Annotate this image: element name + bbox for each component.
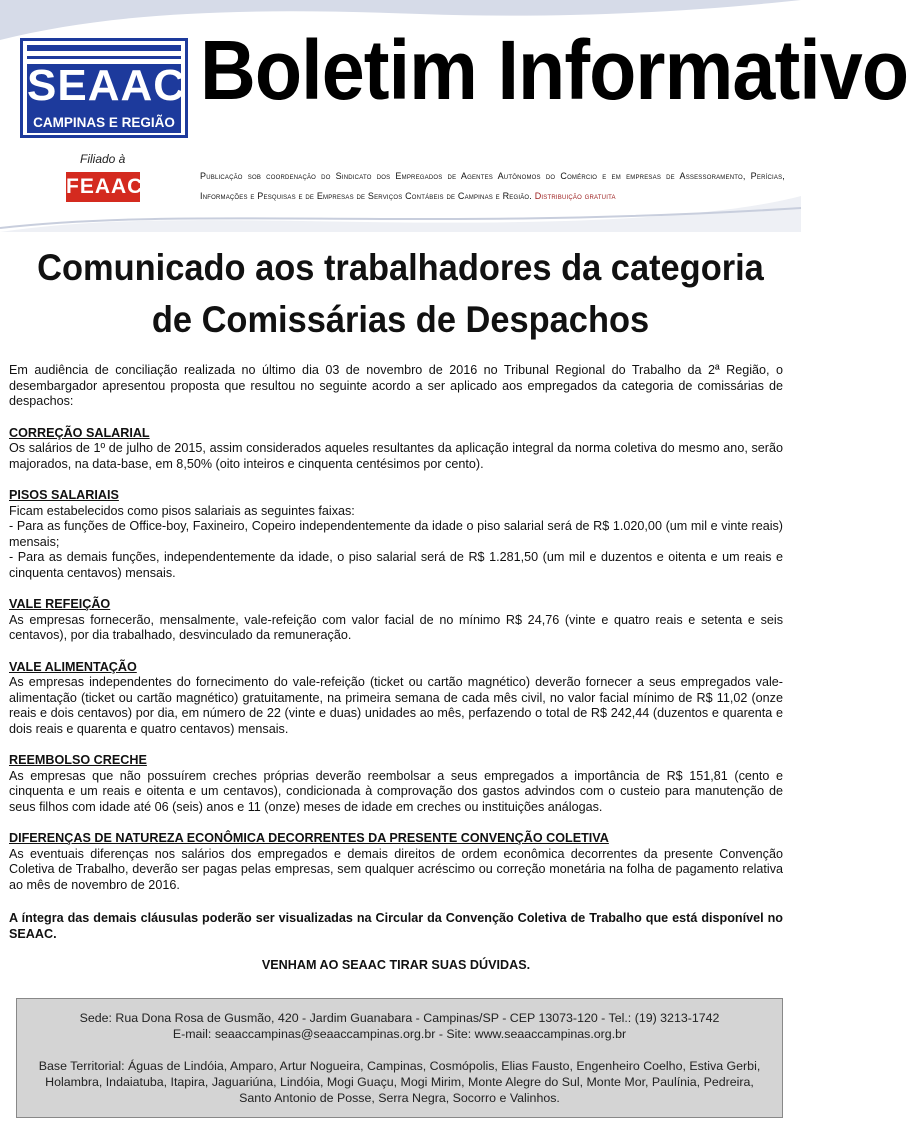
seaac-logo-text: SEAAC [27,61,187,110]
section-title: REEMBOLSO CRECHE [9,753,147,767]
section-title: CORREÇÃO SALARIAL [9,425,150,440]
section-reembolso-creche [9,753,783,815]
bulletin-title: Boletim Informativo [200,23,908,117]
seaac-logo-subtext: CAMPINAS E REGIÃO [33,115,175,130]
footer-territory: Base Territorial: Águas de Lindóia, Amparo, Artur Nogueira, Campinas, Cosmópolis, Elias Fausto, Engenheiro Coelho, Estiva Gerbi, Holambra, Indaiatuba, Itapira, Jaguariúna, Lindóia, Mogi Guaçu, Mogi Mirim, Monte Alegre do Sul, Monte Mor, Paulínia, Pedreira, Santo Antonio de Posse, Serra Negra, Socorro e Valinhos. [38,1059,761,1105]
intro-paragraph: Em audiência de conciliação realizada no último dia 03 de novembro de 2016 no Tribunal Regional do Trabalho da 2ª Região, o desembargador apresentou proposta que resultou no seguinte acordo a ser aplicado aos empregados da categoria de comissárias de despachos: [9,363,783,408]
call-to-action: VENHAM AO SEAAC TIRAR SUAS DÚVIDAS. [261,958,531,972]
section-title: VALE REFEIÇÃO [9,597,111,611]
publication-note [200,166,785,206]
article-body [9,363,783,974]
section-paragraph: As eventuais diferenças nos salários dos empregados e demais direitos de ordem econômica decorrentes da presente Convenção Coletiva de Trabalho, deverão ser pagas pelas empresas, sem qualquer acréscimo ou correção monetária na folha de pagamento relativa ao mês de novembro de 2016. [9,846,783,892]
section-paragraph: As empresas fornecerão, mensalmente, vale-refeição com valor facial de no mínimo R$ 24,76 (vinte e quatro reais e setenta e seis centavos), por dia trabalhado, desvinculado da remuneração. [9,612,783,642]
publication-note-text: Publicação sob coordenação do Sindicato dos Empregados de Agentes Autônomos do Comércio e em empresas de Assessoramento, Perícias, Informações e Pesquisas e de Empresas de Serviços Contábeis de Campinas e Região. [200,171,785,201]
section-paragraph: As empresas que não possuírem creches próprias deverão reembolsar a seus empregados a importância de R$ 151,81 (cento e cinquenta e um reais e oitenta e um centavos), condicionada à comprovação dos gastos advindos com o custeio para manutenção de seus filhos com idade até 06 (seis) anos e 11 (onze) meses de idade em creches ou instituições análogas. [9,768,783,814]
section-vale-alimentacao [9,660,783,738]
section-paragraph: As empresas independentes do fornecimento do vale-refeição (ticket ou cartão magnético) deverão fornecer a seus empregados vale-alimentação (ticket ou cartão magnético) gratuitamente, na primeira semana de cada mês civil, no valor facial mínimo de R$ 11,02 (onze reais e dois centavos) por dia, em número de 22 (vinte e duas) unidades ao mês, perfazendo o total de R$ 242,44 (duzentos e quarenta e dois reais e quarenta e quatro centavos) mensais. [9,675,783,736]
footer-box [16,998,783,1118]
headline [28,242,773,346]
section-pisos-salariais [9,488,783,581]
footer-contact: E-mail: seaaccampinas@seaaccampinas.org.br - Site: www.seaaccampinas.org.br [172,1027,627,1041]
seaac-logo [20,38,188,138]
headline-line-2: de Comissárias de Despachos [151,299,650,340]
logo-stripe [27,51,181,56]
seaac-logo-background [27,45,187,133]
section-paragraph: Ficam estabelecidos como pisos salariais as seguintes faixas: [9,503,355,518]
section-paragraph: - Para as funções de Office-boy, Faxineiro, Copeiro independentemente da idade o piso salarial será de R$ 1.020,00 (um mil e vinte reais) mensais; [9,519,783,549]
section-paragraph: - Para as demais funções, independentemente da idade, o piso salarial será de R$ 1.281,50 (um mil e duzentos e oitenta e um reais e cinquenta centavos) mensais. [9,550,783,580]
section-title: DIFERENÇAS DE NATUREZA ECONÔMICA DECORRENTES DA PRESENTE CONVENÇÃO COLETIVA [9,831,609,845]
section-vale-refeicao [9,597,783,644]
section-correcao-salarial [9,426,783,473]
affiliated-label: Filiado à [80,152,126,166]
header [0,0,908,232]
footer-address: Sede: Rua Dona Rosa de Gusmão, 420 - Jardim Guanabara - Campinas/SP - CEP 13073-120 - Tel.: (19) 3213-1742 [79,1011,720,1025]
distribution-note: Distribuição gratuita [534,191,616,201]
section-title: VALE ALIMENTAÇÃO [9,659,137,674]
section-title: PISOS SALARIAIS [9,488,119,502]
section-paragraph: Os salários de 1º de julho de 2015, assim considerados aqueles resultantes da aplicação integral da norma coletiva do mesmo ano, serão majorados, na data-base, em 8,50% (oito inteiros e cinquenta centésimos por cento). [9,441,783,471]
section-diferencas [9,831,783,893]
headline-line-1: Comunicado aos trabalhadores da categoria [37,247,764,288]
closing-note: A íntegra das demais cláusulas poderão ser visualizadas na Circular da Convenção Coletiva de Trabalho que está disponível no SEAAC. [9,911,783,941]
feaac-logo: FEAAC [66,172,140,202]
